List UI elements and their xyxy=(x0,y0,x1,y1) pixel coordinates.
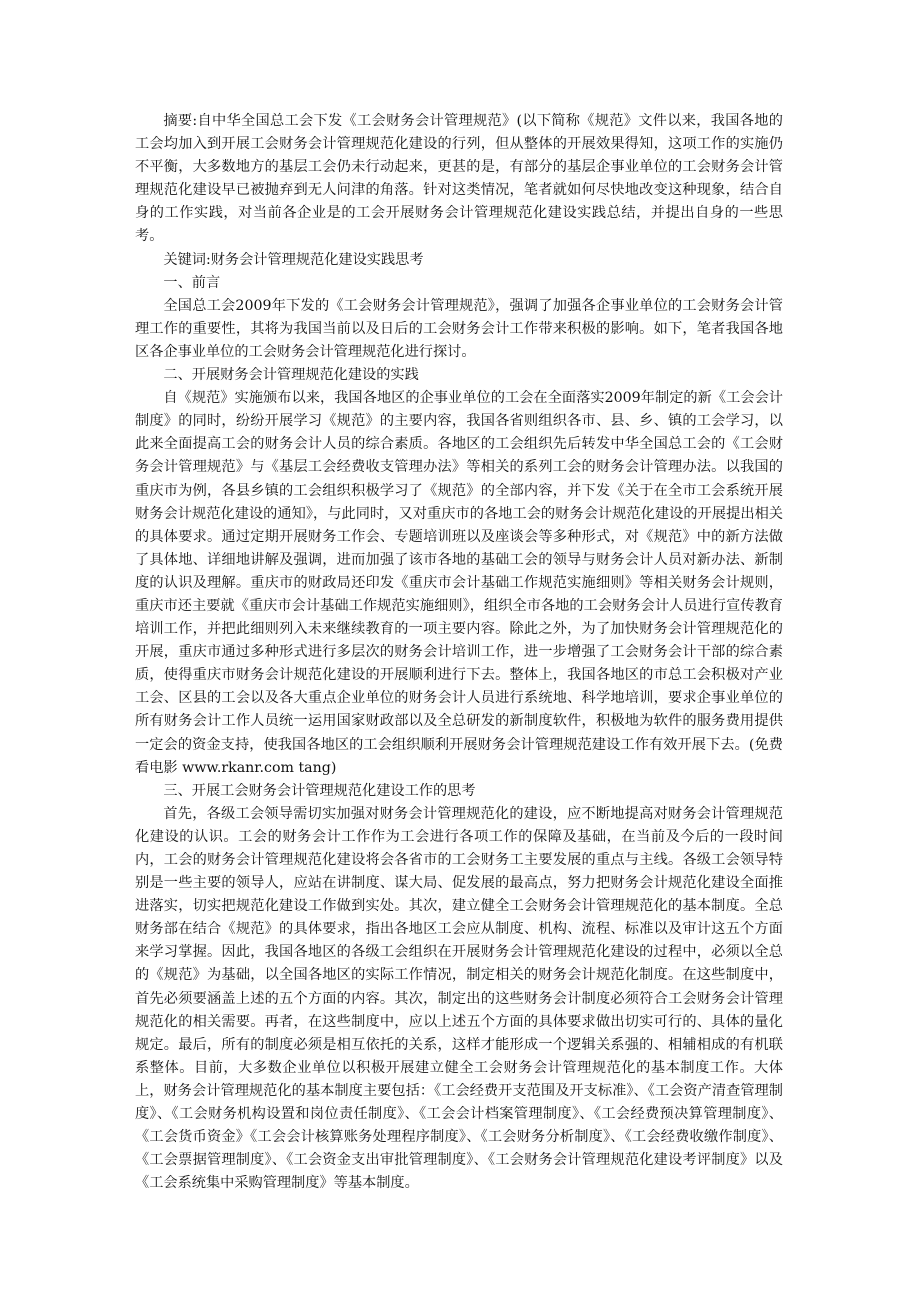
section-heading-introduction: 一、前言 xyxy=(163,274,221,291)
keywords-line: 关键词:财务会计管理规范化建设实践思考 xyxy=(163,251,424,268)
introduction-paragraph: 全国总工会2009年下发的《工会财务会计管理规范》，强调了加强各企事业单位的工会财务会计管理工作的重要性，其将为我国当前以及日后的工会财务会计工作带来积极的影响。如下，笔者我国各地区各企事业单位的工会财务会计管理规范化进行探讨。 xyxy=(135,297,783,360)
section-heading-thoughts: 三、开展工会财务会计管理规范化建设工作的思考 xyxy=(163,782,476,799)
abstract-paragraph: 摘要:自中华全国总工会下发《工会财务会计管理规范》(以下简称《规范》文件以来，我国各地的工会均加入到开展工会财务会计管理规范化建设的行列，但从整体的开展效果得知，这项工作的实施仍不平衡，大多数地方的基层工会仍未行动起来，更甚的是，有部分的基层企事业单位的工会财务会计管理规范化建设早已被抛弃到无人问津的角落。针对这类情况，笔者就如何尽快地改变这种现象，结合自身的工作实践，对当前各企业是的工会开展财务会计管理规范化建设实践总结，并提出自身的一些思考。 xyxy=(135,113,783,245)
thoughts-paragraph: 首先，各级工会领导需切实加强对财务会计管理规范化的建设，应不断地提高对财务会计管理规范化建设的认识。工会的财务会计工作作为工会进行各项工作的保障及基础，在当前及今后的一段时间内，工会的财务会计管理规范化建设将会各省市的工会财务工主要发展的重点与主线。各级工会领导特别是一些主要的领导人，应站在讲制度、谋大局、促发展的最高点，努力把财务会计规范化建设全面推进落实，切实把规范化建设工作做到实处。其次，建立健全工会财务会计管理规范化的基本制度。全总财务部在结合《规范》的具体要求，指出各地区工会应从制度、机构、流程、标准以及审计这五个方面来学习掌握。因此，我国各地区的各级工会组织在开展财务会计管理规范化建设的过程中，必须以全总的《规范》为基础，以全国各地区的实际工作情况，制定相关的财务会计规范化制度。在这些制度中，首先必须要涵盖上述的五个方面的内容。其次，制定出的这些财务会计制度必须符合工会财务会计管理规范化的相关需要。再者，在这些制度中，应以上述五个方面的具体要求做出切实可行的、具体的量化规定。最后，所有的制度必须是相互依托的关系，这样才能形成一个逻辑关系强的、相辅相成的有机联系整体。目前，大多数企业单位以积极开展建立健全工会财务会计管理规范化的基本制度工作。大体上，财务会计管理规范化的基本制度主要包括：《工会经费开支范围及开支标准》、《工会资产清查管理制度》、《工会财务机构设置和岗位责任制度》、《工会会计档案管理制度》、《工会经费预决算管理制度》、《工会货币资金》《工会会计核算账务处理程序制度》、《工会财务分析制度》、《工会经费收缴作制度》、《工会票据管理制度》、《工会资金支出审批管理制度》、《工会财务会计管理规范化建设考评制度》以及《工会系统集中采购管理制度》等基本制度。 xyxy=(135,805,783,1192)
practice-paragraph: 自《规范》实施颁布以来，我国各地区的企事业单位的工会在全面落实2009年制定的新《工会会计制度》的同时，纷纷开展学习《规范》的主要内容，我国各省则组织各市、县、乡、镇的工会学习，以此来全面提高工会的财务会计人员的综合素质。各地区的工会组织先后转发中华全国总工会的《工会财务会计管理规范》与《基层工会经费收支管理办法》等相关的系列工会的财务会计管理办法。以我国的重庆市为例，各县乡镇的工会组织积极学习了《规范》的全部内容，并下发《关于在全市工会系统开展财务会计规范化建设的通知》，与此同时，又对重庆市的各地工会的财务会计规范化建设的开展提出相关的具体要求。通过定期开展财务工作会、专题培训班以及座谈会等多种形式，对《规范》中的新方法做了具体地、详细地讲解及强调，进而加强了该市各地的基础工会的领导与财务会计人员对新办法、新制度的认识及理解。重庆市的财政局还印发《重庆市会计基础工作规范实施细则》等相关财务会计规则，重庆市还主要就《重庆市会计基础工作规范实施细则》，组织全市各地的工会财务会计人员进行宣传教育培训工作，并把此细则列入未来继续教育的一项主要内容。除此之外，为了加快财务会计管理规范化的开展，重庆市通过多种形式进行多层次的财务会计培训工作，进一步增强了工会财务会计干部的综合素质，使得重庆市财务会计规范化建设的开展顺利进行下去。整体上，我国各地区的市总工会积极对产业工会、区县的工会以及各大重点企业单位的财务会计人员进行系统地、科学地培训，要求企事业单位的所有财务会计工作人员统一运用国家财政部以及全总研发的新制度软件，积极地为软件的服务费用提供一定会的资金支持，使我国各地区的工会组织顺利开展财务会计管理规范建设工作有效开展下去。(免费看电影 www.rkanr.com tang) xyxy=(135,390,783,776)
section-heading-practice: 二、开展财务会计管理规范化建设的实践 xyxy=(163,367,419,384)
document-page xyxy=(135,110,783,1195)
